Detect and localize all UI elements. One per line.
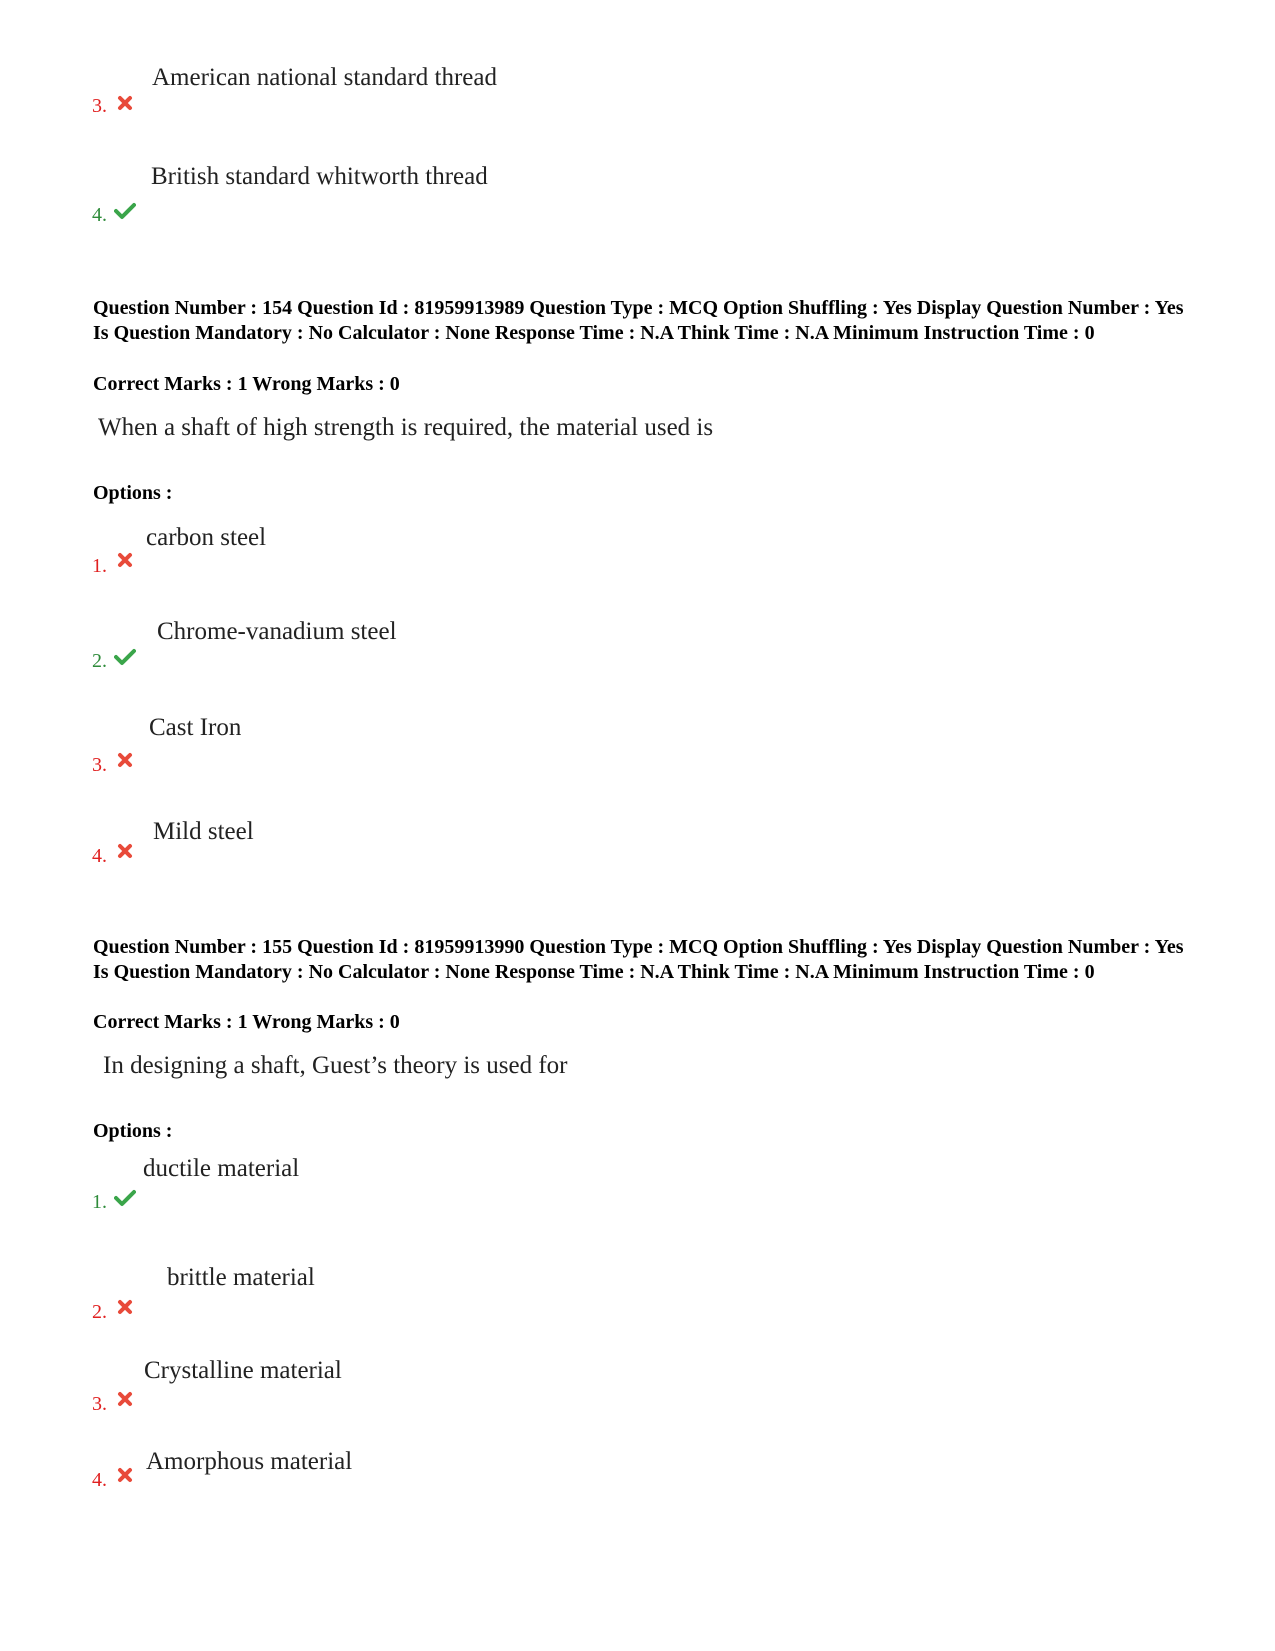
option-text: Amorphous material (146, 1448, 353, 1475)
wrong-icon (117, 95, 133, 111)
option-text: carbon steel (146, 524, 267, 551)
option-text: Mild steel (153, 818, 254, 845)
question-meta: Question Number : 155 Question Id : 81959913990 Question Type : MCQ Option Shuffling : Yes Display Question Number : Yes Is Question Mandatory : No Calculator : None Response Time : N.A Think Time : N.A Minimum Instruction Time : 0 (93, 936, 1184, 983)
option-text: Cast Iron (149, 714, 242, 741)
check-icon (114, 202, 136, 220)
wrong-icon (117, 1467, 133, 1483)
marks-info: Correct Marks : 1 Wrong Marks : 0 (93, 1011, 400, 1033)
options-label: Options : (93, 482, 173, 504)
wrong-icon (117, 843, 133, 859)
wrong-icon (117, 1299, 133, 1315)
wrong-icon (117, 1391, 133, 1407)
option-number: 3. (92, 754, 107, 776)
option-number: 3. (92, 95, 107, 117)
question-text: In designing a shaft, Guest’s theory is used for (103, 1052, 568, 1079)
option-number: 1. (92, 1191, 107, 1213)
option-text: American national standard thread (152, 64, 497, 91)
option-text: Crystalline material (144, 1357, 342, 1384)
question-meta: Question Number : 154 Question Id : 81959913989 Question Type : MCQ Option Shuffling : Yes Display Question Number : Yes Is Question Mandatory : No Calculator : None Response Time : N.A Think Time : N.A Minimum Instruction Time : 0 (93, 297, 1184, 344)
option-text: British standard whitworth thread (151, 163, 488, 190)
option-number: 4. (92, 204, 107, 226)
option-number: 4. (92, 1469, 107, 1491)
check-icon (114, 648, 136, 666)
marks-info: Correct Marks : 1 Wrong Marks : 0 (93, 373, 400, 395)
option-number: 1. (92, 555, 107, 577)
option-text: Chrome-vanadium steel (157, 618, 397, 645)
wrong-icon (117, 552, 133, 568)
wrong-icon (117, 752, 133, 768)
question-text: When a shaft of high strength is required, the material used is (98, 414, 714, 441)
option-number: 2. (92, 650, 107, 672)
option-number: 4. (92, 845, 107, 867)
options-label: Options : (93, 1120, 173, 1142)
option-number: 2. (92, 1301, 107, 1323)
check-icon (114, 1189, 136, 1207)
option-text: ductile material (143, 1155, 300, 1182)
option-number: 3. (92, 1393, 107, 1415)
option-text: brittle material (167, 1264, 315, 1291)
